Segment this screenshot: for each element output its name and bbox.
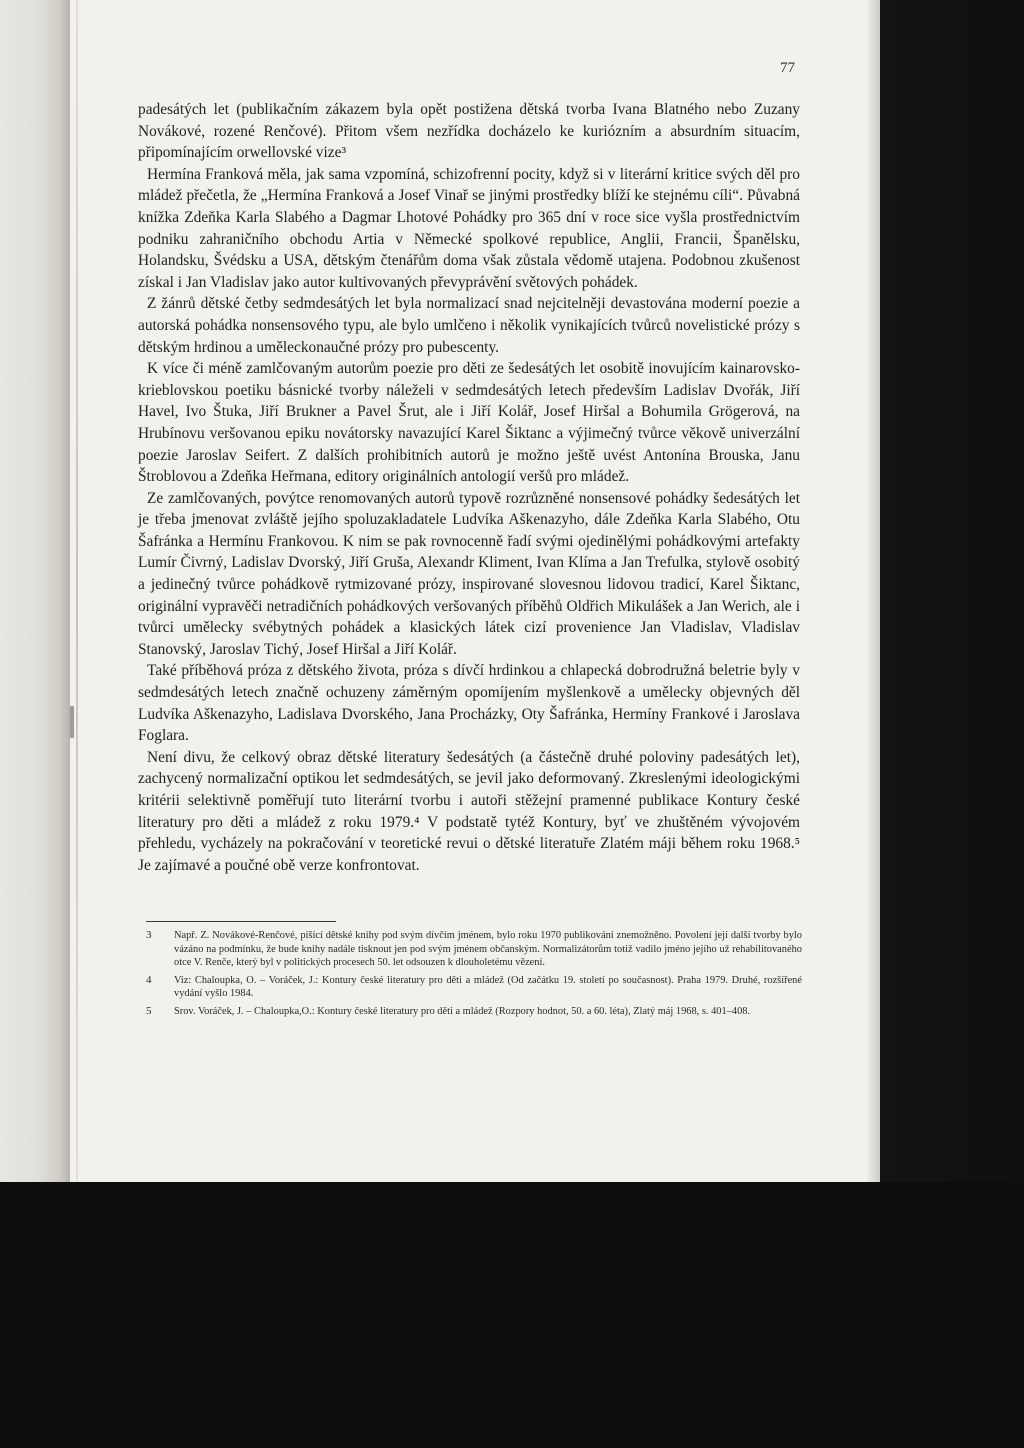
paragraph-7: Není divu, že celkový obraz dětské literatury šedesátých (a částečně druhé poloviny padesátých let), zachycený normalizační optikou let sedmdesátých, se jevil jako deformovaný. Zkreslenými ideologickými kritérii selektivně poměřují tuto literární tvorbu i autoři stěžejní pramenné publikace Kontury české literatury pro děti a mládež z roku 1979.⁴ V podstatě tytéž Kontury, byť ve zhuštěném vývojovém přehledu, vycházely na pokračování v teoretické revui o dětské literatuře Zlatém máji během roku 1968.⁵ Je zajímavé a poučné obě verze konfrontovat. — [138, 748, 800, 874]
footnote-text: Viz: Chaloupka, O. – Voráček, J.: Kontury české literatury pro děti a mládež (Od začátku 19. století po současnost). Praha 1979. Druhé, rozšířené vydání vyšlo 1984. — [174, 974, 802, 1000]
footnote-5 — [146, 1005, 802, 1019]
paragraph-3: Z žánrů dětské četby sedmdesátých let byla normalizací snad nejcitelněji devastována moderní poezie a autorská pohádka nonsensového typu, ale bylo umlčeno i několik vynikajících tvůrců novelistické prózy s dětským hrdinou a uměleckonaučné prózy pro pubescenty. — [138, 295, 800, 356]
footnote-4 — [146, 974, 802, 1001]
paragraph-1: padesátých let (publikačním zákazem byla opět postižena dětská tvorba Ivana Blatného nebo Zuzany Novákové, rozené Renčové). Přitom všem nezřídka docházelo ke kuriózním a absurdním situacím, připomínajícím orwellovské vize³ — [138, 101, 800, 162]
paragraph-4: K více či méně zamlčovaným autorům poezie pro děti ze šedesátých let osobitě inovujícím kainarovsko-krieblovskou poetiku básnické tvorby náleželi v sedmdesátých letech především Ladislav Dvořák, Jiří Havel, Ivo Štuka, Jiří Brukner a Pavel Šrut, ale i Jiří Kolář, Josef Hiršal a Bohumila Grögerová, na Hrubínovu veršovanou epiku novátorsky navazující Karel Šiktanc a výjimečný tvůrce věkově univerzální poezie Jaroslav Seifert. Z dalších prohibitních autorů je možno ještě uvést Antonína Brouska, Janu Štroblovou a Zdeňka Heřmana, editory originálních antologií veršů pro mládež. — [138, 360, 800, 486]
footnote-3 — [146, 929, 802, 970]
facing-page-edge — [0, 0, 70, 1182]
scanner-bed — [0, 1182, 1024, 1448]
footnote-number: 3 — [146, 929, 152, 941]
paragraph-5: Ze zamlčovaných, povýtce renomovaných autorů typově rozrůzněné nonsensové pohádky šedesátých let je třeba jmenovat zvláště jejího spoluzakladatele Ludvíka Aškenazyho, dále Zdeňka Karla Slabého, Otu Šafránka a Hermínu Frankovou. K nim se pak rovnocenně řadí svými ojedinělými pohádkovými artefakty Lumír Čivrný, Ladislav Dvorský, Jiří Gruša, Alexandr Kliment, Ivan Klíma a Jan Trefulka, stylově osobitý a jedinečný tvůrce pohádkově rytmizované prózy, inspirované slovesnou lidovou tradicí, Karel Šiktanc, originální vypravěči netradičních pohádkových veršovaných příběhů Oldřich Mikulášek a Jan Werich, ale i tvůrci umělecky svébytných pohádek a klasických látek cizí provenience Jan Vladislav, Vladislav Stanovský, Jaroslav Tichý, Josef Hiršal a Jiří Kolář. — [138, 489, 800, 658]
footnote-text: Např. Z. Novákové-Renčové, píšící dětské knihy pod svým dívčím jménem, bylo roku 1970 publikování znemožněno. Povolení její další tvorby bylo vázáno na podmínku, že bude knihy nadále tisknout jen pod svým jménem občanským. Normalizátorům totiž vadilo jméno jejího už rehabilitovaného otce V. Renče, který byl v politických procesech 50. let odsouzen k dlouholetému vězení. — [174, 930, 802, 969]
binding-gutter — [76, 0, 78, 1182]
paragraph-2: Hermína Franková měla, jak sama vzpomíná, schizofrenní pocity, když si v literární kritice svých děl pro mládež přečetla, že „Hermína Franková a Josef Vinař se jinými prostředky blíží ke stejnému cíli“. Půvabná knížka Zdeňka Karla Slabého a Dagmar Lhotové Pohádky pro 365 dní v roce sice vyšla prostřednictvím podniku zahraničního obchodu Artia v Německé spolkové republice, Anglii, Francii, Španělsku, Holandsku, Švédsku a USA, dětským čtenářům doma však zůstala vědomě utajena. Podobnou zkušenost získal i Jan Vladislav jako autor kultivovaných převyprávění světových pohádek. — [138, 165, 800, 291]
page-edge-shadow — [866, 0, 880, 1182]
page-number: 77 — [780, 60, 795, 76]
footnote-number: 5 — [146, 1004, 152, 1017]
margin-mark — [70, 706, 74, 738]
footnote-number: 4 — [146, 973, 152, 986]
footnotes — [146, 921, 802, 1023]
body-text — [138, 99, 800, 876]
footnote-text: Srov. Voráček, J. – Chaloupka,O.: Kontury české literatury pro děti a mládež (Rozpory hodnot, 50. a 60. léta), Zlatý máj 1968, s. 401–408. — [174, 1005, 751, 1017]
footnote-rule — [146, 921, 336, 922]
paragraph-6: Také příběhová próza z dětského života, próza s dívčí hrdinkou a chlapecká dobrodružná beletrie byly v sedmdesátých letech značně ochuzeny záměrným opomíjením myšlenkově a umělecky objevných děl Ludvíka Aškenazyho, Ladislava Dvorského, Jana Procházky, Oty Šafránka, Hermíny Frankové i Jaroslava Foglara. — [138, 662, 800, 745]
